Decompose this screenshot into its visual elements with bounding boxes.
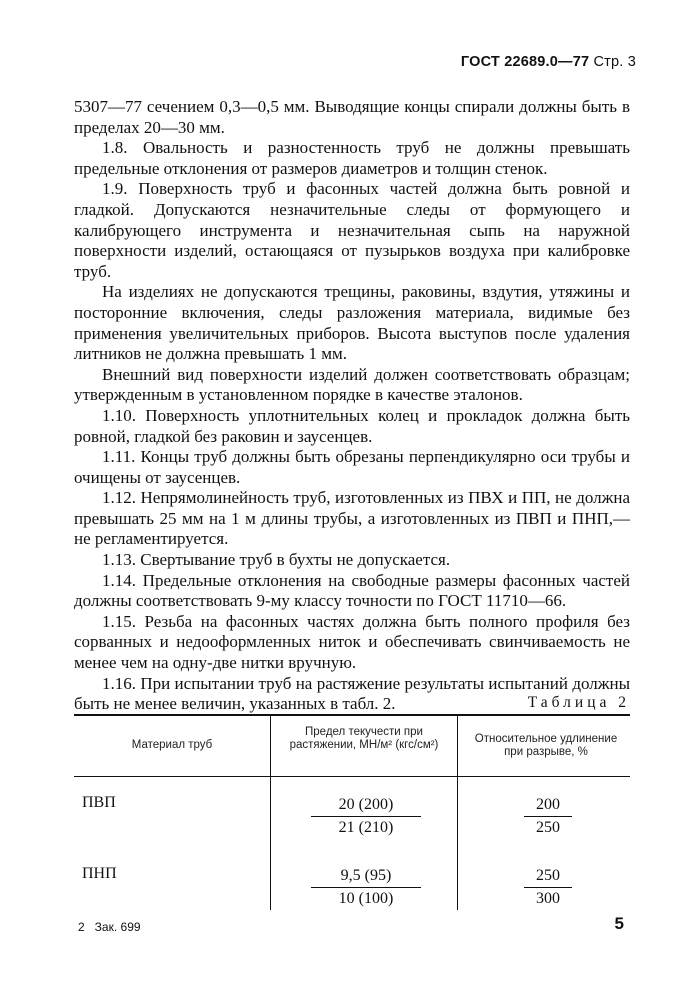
column-divider	[457, 714, 458, 910]
yield-max: 10 (100)	[338, 890, 394, 907]
paragraph-1-12: 1.12. Непрямолинейность труб, изготовленных из ПВХ и ПП, не должна превышать 25 мм на 1 м длины трубы, а изготовленных из ПВП и ПНП,— не регламентируется.	[74, 488, 630, 549]
paragraph-1-13: 1.13. Свертывание труб в бухты не допускается.	[102, 550, 451, 570]
elongation-min: 200	[524, 794, 572, 817]
yield-max: 21 (210)	[338, 819, 394, 836]
table-top-rule	[74, 714, 630, 716]
yield-min: 9,5 (95)	[311, 865, 421, 888]
paragraph-1-15: 1.15. Резьба на фасонных частях должна быть полного профиля без сорванных и недооформленных ниток и обеспечивать свинчиваемость не менее чем на одну-две нитки вручную.	[74, 611, 630, 673]
standard-title: ГОСТ 22689.0—77	[460, 54, 590, 70]
yield-min: 20 (200)	[311, 794, 421, 817]
yield-value	[311, 794, 421, 839]
table-header-rule	[74, 776, 630, 777]
row-material: ПВП	[82, 794, 116, 811]
yield-value	[311, 865, 421, 910]
elongation-max: 250	[536, 819, 560, 836]
paragraph-1-14: 1.14. Предельные отклонения на свободные размеры фасонных частей должны соответствовать 9-му классу точности по ГОСТ 11710—66.	[74, 570, 630, 611]
paragraph-continuation: 5307—77 сечением 0,3—0,5 мм. Выводящие концы спирали должны быть в пределах 20—30 мм.	[74, 97, 630, 137]
elongation-max: 300	[536, 890, 560, 907]
paragraph-1-8: 1.8. Овальность и разностенность труб не должны превышать предельные отклонения от размеров диаметров и толщин стенок.	[74, 138, 630, 178]
paragraph-appearance: Внешний вид поверхности изделий должен соответствовать образцам; утвержденным в установленном порядке в качестве эталонов.	[74, 364, 630, 405]
header-yield-strength: Предел текучести при растяжении, МН/м² (кгс/см²)	[289, 726, 439, 751]
paragraph-defects: На изделиях не допускаются трещины, раковины, вздутия, утяжины и посторонние включения, следы разложения материала, видимые без применения увеличительных приборов. Высота выступов после удаления литников не должна превышать 1 мм.	[74, 282, 630, 364]
elongation-min: 250	[524, 865, 572, 888]
elongation-value	[524, 794, 572, 839]
paragraph-1-11: 1.11. Концы труб должны быть обрезаны перпендикулярно оси трубы и очищены от заусенцев.	[74, 447, 630, 487]
page-header	[461, 54, 636, 70]
table-caption: Таблица 2	[527, 694, 630, 711]
row-material: ПНП	[82, 865, 117, 882]
paragraph-1-9: 1.9. Поверхность труб и фасонных частей должна быть ровной и гладкой. Допускаются незначительные следы от формующего и калибрующего инструмента и незначительная сыпь на наружной поверхности изделий, остающаяся от пузырьков воздуха при калибровке труб.	[74, 179, 630, 281]
header-elongation: Относительное удлинение при разрыве, %	[474, 733, 618, 758]
page-number: 5	[614, 914, 624, 933]
column-divider	[270, 714, 271, 910]
print-order-note: 2 Зак. 699	[78, 920, 141, 934]
elongation-value	[524, 865, 572, 910]
header-material: Материал труб	[131, 739, 213, 751]
paragraph-1-16: 1.16. При испытании труб на растяжение результаты испытаний должны быть не менее величин, указанных в табл. 2.	[74, 673, 630, 714]
page-label: Стр. 3	[593, 54, 636, 70]
paragraph-1-10: 1.10. Поверхность уплотнительных колец и прокладок должна быть ровной, гладкой без раковин и заусенцев.	[74, 405, 630, 446]
body-text	[74, 97, 630, 715]
